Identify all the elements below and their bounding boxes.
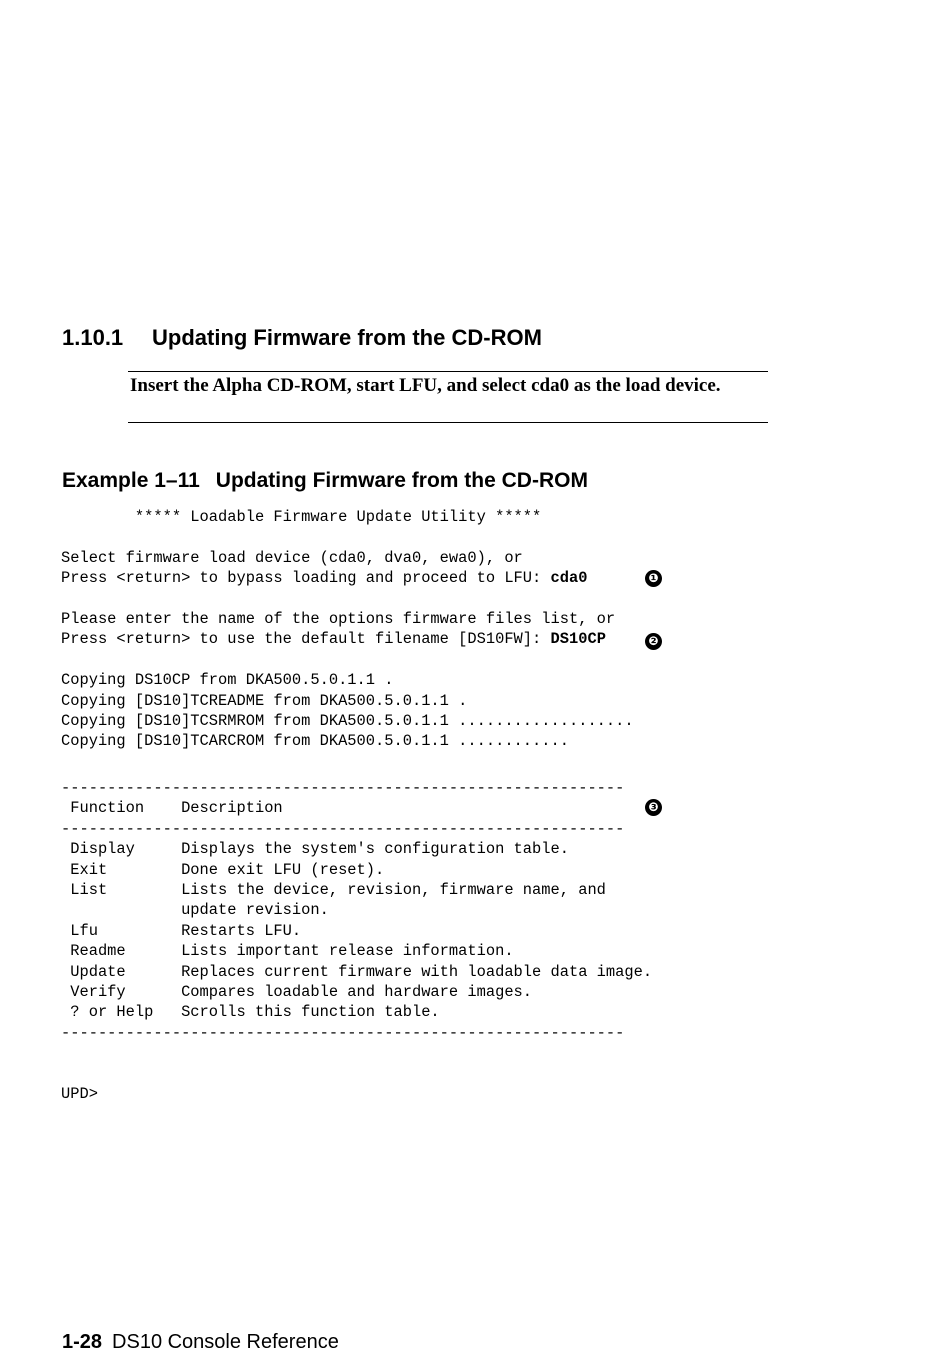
prompt1-input: cda0 <box>550 569 588 588</box>
table-row: Exit Done exit LFU (reset). <box>61 860 385 879</box>
section-number: 1.10.1 <box>62 325 124 350</box>
table-row: Display Displays the system's configuration table. <box>61 840 569 859</box>
book-title: DS10 Console Reference <box>112 1331 339 1353</box>
table-divider-bottom: ------------------------------------------------------------- <box>61 1023 625 1042</box>
table-row: Update Replaces current firmware with loadable data image. <box>61 962 653 981</box>
banner-line: ***** Loadable Firmware Update Utility ***** <box>61 508 542 526</box>
prompt1-line2: Press <return> to bypass loading and proceed to LFU: <box>61 569 551 588</box>
callout-2-icon: ❷ <box>645 633 662 650</box>
page-number: 1-28 <box>62 1331 103 1353</box>
copy-line: Copying [DS10]TCARCROM from DKA500.5.0.1.1 ............ <box>61 732 569 751</box>
instruction-bottom-rule <box>128 422 768 423</box>
section-title: Updating Firmware from the CD-ROM <box>152 325 542 350</box>
code-block-top <box>61 507 634 752</box>
prompt1-line1: Select firmware load device (cda0, dva0, ewa0), or <box>61 548 523 567</box>
table-row: Lfu Restarts LFU. <box>61 921 302 940</box>
example-title <box>62 469 588 493</box>
page-footer <box>62 1331 339 1354</box>
table-divider-top: ------------------------------------------------------------- <box>61 779 625 797</box>
example-title-text: Updating Firmware from the CD-ROM <box>215 469 588 492</box>
copy-line: Copying DS10CP from DKA500.5.0.1.1 . <box>61 671 394 690</box>
prompt2-line1: Please enter the name of the options firmware files list, or <box>61 610 616 629</box>
prompt2-input: DS10CP <box>550 630 606 649</box>
instruction-top-rule <box>128 371 768 372</box>
table-row: Readme Lists important release information. <box>61 942 514 961</box>
table-row: Verify Compares loadable and hardware images. <box>61 983 533 1002</box>
code-block-table <box>61 778 652 1105</box>
example-label: Example 1–11 <box>62 469 200 492</box>
table-row: ? or Help Scrolls this function table. <box>61 1003 440 1022</box>
table-header: Function Description <box>61 799 283 818</box>
callout-3-icon: ❸ <box>645 799 662 816</box>
callout-1-icon: ❶ <box>645 570 662 587</box>
section-heading <box>62 325 542 351</box>
instruction-text: Insert the Alpha CD-ROM, start LFU, and select cda0 as the load device. <box>130 375 721 396</box>
upd-prompt: UPD> <box>61 1085 98 1104</box>
prompt2-line2: Press <return> to use the default filename [DS10FW]: <box>61 630 551 649</box>
copy-line: Copying [DS10]TCSRMROM from DKA500.5.0.1.1 ................... <box>61 712 634 731</box>
copy-line: Copying [DS10]TCREADME from DKA500.5.0.1.1 . <box>61 691 468 710</box>
table-row: update revision. <box>61 901 329 920</box>
table-divider-mid: ------------------------------------------------------------- <box>61 819 625 838</box>
table-row: List Lists the device, revision, firmware name, and <box>61 881 606 900</box>
